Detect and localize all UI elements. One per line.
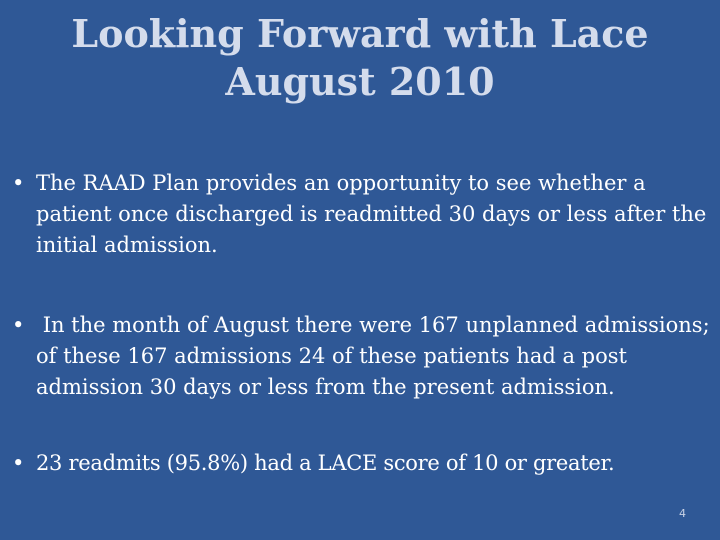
bullet-item <box>12 310 717 403</box>
bullet-item <box>12 448 712 479</box>
bullet-text: In the month of August there were 167 unplanned admissions; of these 167 admissions 24 of these patients had a post admission 30 days or less from the present admission. <box>36 313 717 399</box>
bullet-icon: • <box>12 451 25 475</box>
title-line-2: August 2010 <box>225 59 495 104</box>
slide-title <box>0 10 720 106</box>
bullet-text: The RAAD Plan provides an opportunity to see whether a patient once discharged is readmitted 30 days or less after the initial admission. <box>36 171 707 257</box>
title-line-1: Looking Forward with Lace <box>71 11 649 56</box>
bullet-item <box>12 168 712 261</box>
slide-number: 4 <box>679 507 686 520</box>
bullet-icon: • <box>12 313 25 337</box>
bullet-list <box>12 168 717 479</box>
bullet-text: 23 readmits (95.8%) had a LACE score of 10 or greater. <box>36 451 615 475</box>
bullet-icon: • <box>12 171 25 195</box>
